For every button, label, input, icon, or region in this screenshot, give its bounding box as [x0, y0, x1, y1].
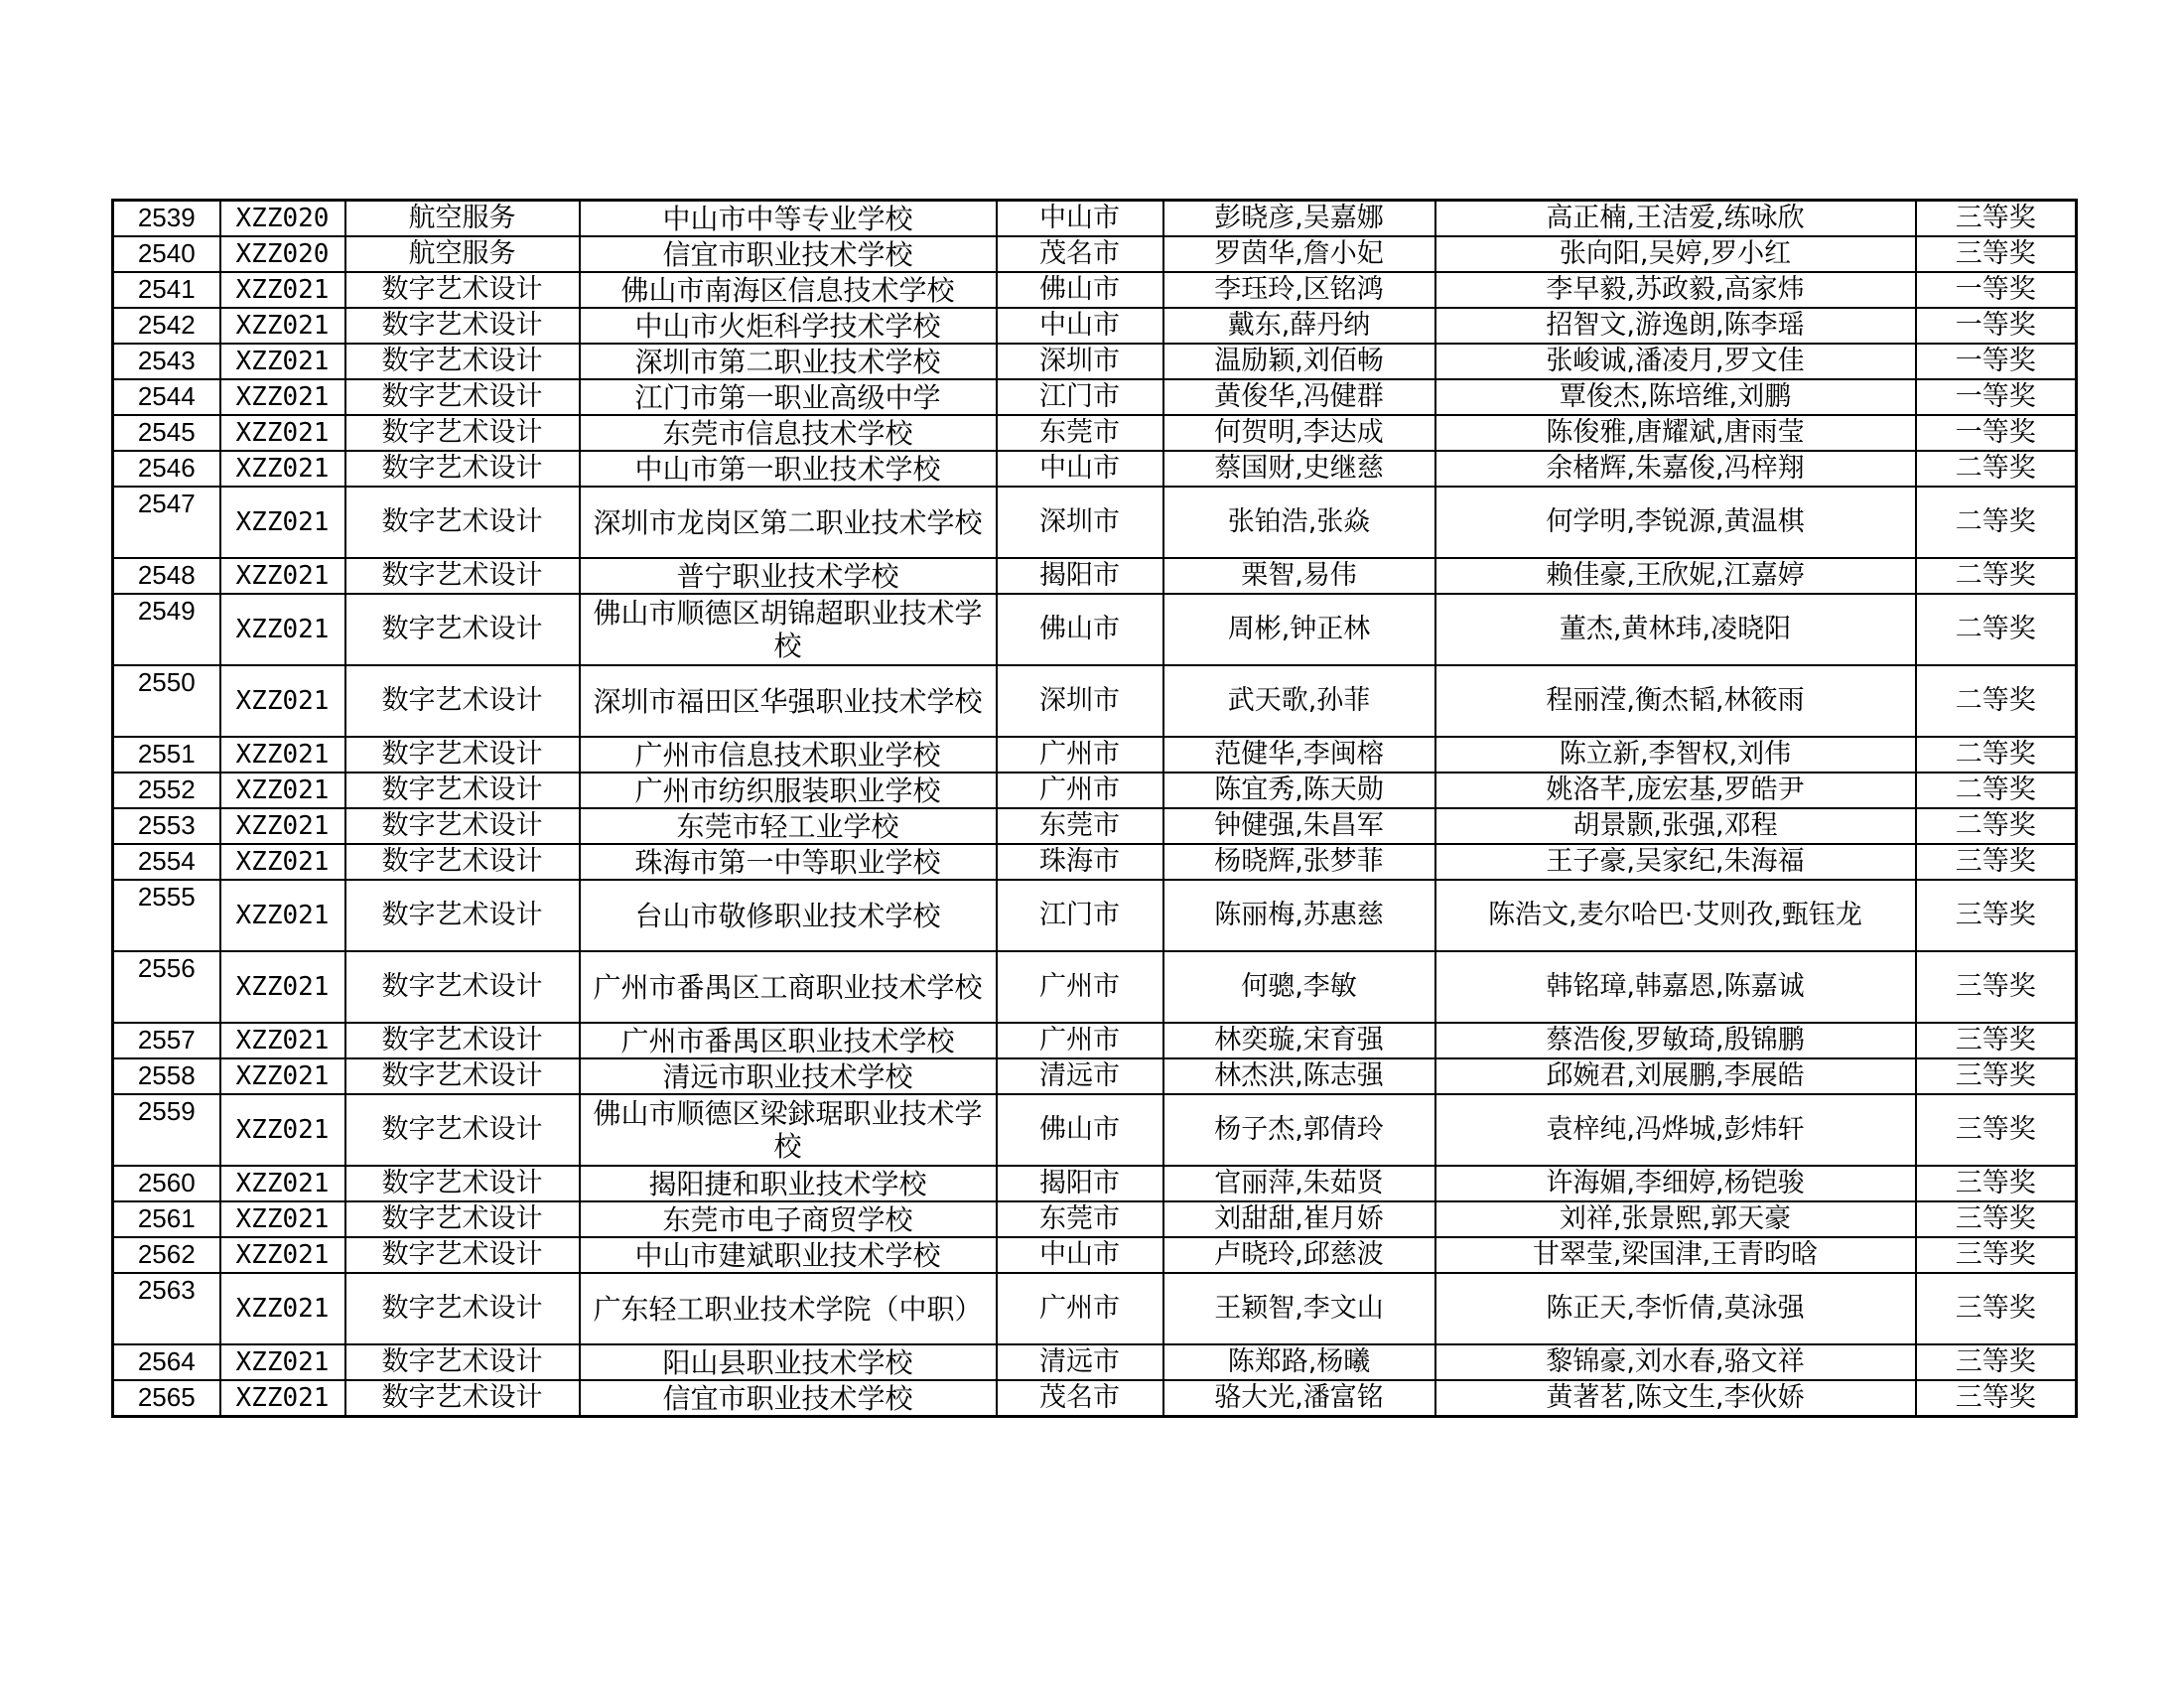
cell-school: 深圳市第二职业技术学校: [580, 344, 997, 379]
cell-school: 广州市纺织服装职业学校: [580, 773, 997, 808]
cell-award: 一等奖: [1916, 415, 2077, 451]
cell-teachers: 钟健强,朱昌军: [1163, 808, 1435, 844]
cell-teachers: 杨晓辉,张梦菲: [1163, 844, 1435, 880]
cell-number: 2551: [113, 737, 220, 773]
cell-number: 2545: [113, 415, 220, 451]
cell-school: 揭阳捷和职业技术学校: [580, 1166, 997, 1201]
cell-school: 珠海市第一中等职业学校: [580, 844, 997, 880]
cell-award: 二等奖: [1916, 808, 2077, 844]
cell-city: 东莞市: [997, 808, 1163, 844]
cell-teachers: 温励颖,刘佰畅: [1163, 344, 1435, 379]
cell-award: 二等奖: [1916, 594, 2077, 665]
cell-award: 三等奖: [1916, 1166, 2077, 1201]
cell-teachers: 卢晓玲,邱慈波: [1163, 1237, 1435, 1273]
cell-teachers: 张铂浩,张焱: [1163, 487, 1435, 558]
cell-city: 茂名市: [997, 236, 1163, 272]
cell-city: 清远市: [997, 1344, 1163, 1380]
cell-school: 深圳市龙岗区第二职业技术学校: [580, 487, 997, 558]
cell-city: 揭阳市: [997, 558, 1163, 594]
cell-award: 三等奖: [1916, 1237, 2077, 1273]
cell-school: 江门市第一职业高级中学: [580, 379, 997, 415]
cell-students: 袁梓纯,冯烨城,彭炜轩: [1435, 1094, 1916, 1166]
cell-award: 三等奖: [1916, 1058, 2077, 1094]
cell-event-code: XZZ021: [220, 451, 345, 487]
table-row: [113, 558, 2077, 594]
table-row: [113, 1273, 2077, 1344]
cell-event-code: XZZ021: [220, 951, 345, 1023]
table-row: [113, 844, 2077, 880]
cell-number: 2553: [113, 808, 220, 844]
cell-award: 一等奖: [1916, 272, 2077, 308]
cell-students: 高正楠,王洁爱,练咏欣: [1435, 201, 1916, 237]
cell-city: 珠海市: [997, 844, 1163, 880]
cell-event-code: XZZ021: [220, 808, 345, 844]
cell-city: 广州市: [997, 737, 1163, 773]
cell-number: 2547: [113, 487, 220, 558]
cell-city: 揭阳市: [997, 1166, 1163, 1201]
cell-school: 东莞市轻工业学校: [580, 808, 997, 844]
cell-number: 2557: [113, 1023, 220, 1058]
table-row: [113, 344, 2077, 379]
table-row: [113, 415, 2077, 451]
cell-event-name: 数字艺术设计: [345, 1058, 580, 1094]
cell-event-name: 数字艺术设计: [345, 1094, 580, 1166]
cell-number: 2562: [113, 1237, 220, 1273]
cell-school: 中山市第一职业技术学校: [580, 451, 997, 487]
cell-award: 二等奖: [1916, 451, 2077, 487]
cell-award: 三等奖: [1916, 844, 2077, 880]
cell-event-code: XZZ021: [220, 594, 345, 665]
cell-city: 中山市: [997, 451, 1163, 487]
table-row: [113, 272, 2077, 308]
cell-students: 邱婉君,刘展鹏,李展皓: [1435, 1058, 1916, 1094]
cell-city: 茂名市: [997, 1380, 1163, 1417]
cell-event-code: XZZ021: [220, 880, 345, 951]
cell-city: 中山市: [997, 201, 1163, 237]
cell-event-name: 数字艺术设计: [345, 1273, 580, 1344]
cell-teachers: 何贺明,李达成: [1163, 415, 1435, 451]
cell-city: 东莞市: [997, 415, 1163, 451]
cell-number: 2544: [113, 379, 220, 415]
table-row: [113, 451, 2077, 487]
table-row: [113, 1380, 2077, 1417]
cell-award: 二等奖: [1916, 773, 2077, 808]
cell-event-code: XZZ021: [220, 773, 345, 808]
cell-teachers: 陈丽梅,苏惠慈: [1163, 880, 1435, 951]
table-body: [113, 201, 2077, 1417]
cell-award: 三等奖: [1916, 1344, 2077, 1380]
cell-city: 广州市: [997, 951, 1163, 1023]
cell-event-name: 数字艺术设计: [345, 1237, 580, 1273]
cell-event-code: XZZ021: [220, 1023, 345, 1058]
cell-city: 深圳市: [997, 487, 1163, 558]
table-row: [113, 1166, 2077, 1201]
cell-event-name: 航空服务: [345, 201, 580, 237]
table-row: [113, 1344, 2077, 1380]
cell-event-name: 数字艺术设计: [345, 379, 580, 415]
cell-city: 广州市: [997, 773, 1163, 808]
cell-school: 中山市建斌职业技术学校: [580, 1237, 997, 1273]
cell-school: 佛山市顺德区梁銶琚职业技术学校: [580, 1094, 997, 1166]
cell-students: 何学明,李锐源,黄温棋: [1435, 487, 1916, 558]
table-row: [113, 880, 2077, 951]
cell-teachers: 刘甜甜,崔月娇: [1163, 1201, 1435, 1237]
cell-award: 三等奖: [1916, 1094, 2077, 1166]
cell-number: 2564: [113, 1344, 220, 1380]
cell-school: 佛山市南海区信息技术学校: [580, 272, 997, 308]
cell-event-name: 数字艺术设计: [345, 451, 580, 487]
cell-event-code: XZZ021: [220, 558, 345, 594]
cell-students: 覃俊杰,陈培维,刘鹏: [1435, 379, 1916, 415]
cell-school: 清远市职业技术学校: [580, 1058, 997, 1094]
cell-teachers: 李珏玲,区铭鸿: [1163, 272, 1435, 308]
cell-students: 黄著茗,陈文生,李伙娇: [1435, 1380, 1916, 1417]
cell-event-code: XZZ021: [220, 1166, 345, 1201]
cell-teachers: 罗茵华,詹小妃: [1163, 236, 1435, 272]
table-row: [113, 236, 2077, 272]
cell-event-name: 数字艺术设计: [345, 880, 580, 951]
cell-event-name: 数字艺术设计: [345, 1166, 580, 1201]
cell-city: 深圳市: [997, 344, 1163, 379]
cell-students: 陈立新,李智权,刘伟: [1435, 737, 1916, 773]
cell-number: 2555: [113, 880, 220, 951]
cell-number: 2549: [113, 594, 220, 665]
table-row: [113, 1201, 2077, 1237]
table-row: [113, 1023, 2077, 1058]
cell-event-name: 数字艺术设计: [345, 1023, 580, 1058]
cell-teachers: 陈郑路,杨曦: [1163, 1344, 1435, 1380]
table-row: [113, 665, 2077, 737]
table-row: [113, 1058, 2077, 1094]
cell-award: 三等奖: [1916, 1273, 2077, 1344]
table-row: [113, 594, 2077, 665]
cell-number: 2543: [113, 344, 220, 379]
cell-teachers: 周彬,钟正林: [1163, 594, 1435, 665]
cell-event-name: 数字艺术设计: [345, 773, 580, 808]
cell-award: 二等奖: [1916, 558, 2077, 594]
cell-school: 广州市番禺区工商职业技术学校: [580, 951, 997, 1023]
cell-award: 一等奖: [1916, 379, 2077, 415]
table-row: [113, 951, 2077, 1023]
cell-award: 三等奖: [1916, 1380, 2077, 1417]
cell-event-code: XZZ021: [220, 1273, 345, 1344]
cell-number: 2541: [113, 272, 220, 308]
cell-number: 2554: [113, 844, 220, 880]
cell-event-code: XZZ021: [220, 272, 345, 308]
cell-award: 二等奖: [1916, 737, 2077, 773]
table-row: [113, 487, 2077, 558]
cell-award: 一等奖: [1916, 308, 2077, 344]
cell-city: 中山市: [997, 1237, 1163, 1273]
cell-teachers: 林杰洪,陈志强: [1163, 1058, 1435, 1094]
cell-event-name: 数字艺术设计: [345, 665, 580, 737]
cell-award: 三等奖: [1916, 236, 2077, 272]
cell-school: 东莞市信息技术学校: [580, 415, 997, 451]
cell-event-code: XZZ021: [220, 1344, 345, 1380]
cell-school: 阳山县职业技术学校: [580, 1344, 997, 1380]
cell-event-code: XZZ021: [220, 487, 345, 558]
cell-number: 2561: [113, 1201, 220, 1237]
cell-teachers: 武天歌,孙菲: [1163, 665, 1435, 737]
cell-event-code: XZZ021: [220, 737, 345, 773]
cell-students: 陈正天,李忻倩,莫泳强: [1435, 1273, 1916, 1344]
cell-award: 三等奖: [1916, 951, 2077, 1023]
table-row: [113, 773, 2077, 808]
cell-event-code: XZZ021: [220, 1237, 345, 1273]
cell-students: 陈俊雅,唐耀斌,唐雨莹: [1435, 415, 1916, 451]
cell-school: 广东轻工职业技术学院（中职）: [580, 1273, 997, 1344]
cell-students: 甘翠莹,梁国津,王青昀晗: [1435, 1237, 1916, 1273]
cell-students: 张峻诚,潘凌月,罗文佳: [1435, 344, 1916, 379]
cell-school: 信宜市职业技术学校: [580, 236, 997, 272]
cell-event-name: 数字艺术设计: [345, 737, 580, 773]
cell-teachers: 黄俊华,冯健群: [1163, 379, 1435, 415]
cell-teachers: 范健华,李闽榕: [1163, 737, 1435, 773]
cell-number: 2546: [113, 451, 220, 487]
cell-event-name: 数字艺术设计: [345, 594, 580, 665]
cell-teachers: 杨子杰,郭倩玲: [1163, 1094, 1435, 1166]
table-row: [113, 308, 2077, 344]
cell-school: 广州市番禺区职业技术学校: [580, 1023, 997, 1058]
cell-award: 三等奖: [1916, 201, 2077, 237]
cell-city: 深圳市: [997, 665, 1163, 737]
cell-event-name: 数字艺术设计: [345, 1344, 580, 1380]
cell-school: 中山市火炬科学技术学校: [580, 308, 997, 344]
cell-event-code: XZZ021: [220, 344, 345, 379]
cell-city: 江门市: [997, 379, 1163, 415]
cell-event-name: 数字艺术设计: [345, 844, 580, 880]
cell-number: 2539: [113, 201, 220, 237]
cell-students: 胡景颢,张强,邓程: [1435, 808, 1916, 844]
cell-award: 三等奖: [1916, 1201, 2077, 1237]
cell-teachers: 王颖智,李文山: [1163, 1273, 1435, 1344]
cell-students: 余楮辉,朱嘉俊,冯梓翔: [1435, 451, 1916, 487]
cell-award: 三等奖: [1916, 880, 2077, 951]
cell-number: 2563: [113, 1273, 220, 1344]
cell-event-name: 数字艺术设计: [345, 344, 580, 379]
cell-teachers: 官丽萍,朱茹贤: [1163, 1166, 1435, 1201]
cell-students: 王子豪,吴家纪,朱海福: [1435, 844, 1916, 880]
cell-teachers: 陈宜秀,陈天勋: [1163, 773, 1435, 808]
cell-number: 2556: [113, 951, 220, 1023]
cell-number: 2540: [113, 236, 220, 272]
cell-event-name: 数字艺术设计: [345, 951, 580, 1023]
cell-award: 三等奖: [1916, 1023, 2077, 1058]
table-row: [113, 201, 2077, 237]
cell-event-code: XZZ021: [220, 1058, 345, 1094]
cell-teachers: 戴东,薛丹纳: [1163, 308, 1435, 344]
cell-event-code: XZZ020: [220, 236, 345, 272]
cell-students: 黎锦豪,刘水春,骆文祥: [1435, 1344, 1916, 1380]
cell-award: 一等奖: [1916, 344, 2077, 379]
cell-city: 佛山市: [997, 594, 1163, 665]
cell-teachers: 彭晓彦,吴嘉娜: [1163, 201, 1435, 237]
cell-students: 姚洛芊,庞宏基,罗皓尹: [1435, 773, 1916, 808]
cell-students: 李早毅,苏政毅,高家炜: [1435, 272, 1916, 308]
cell-school: 广州市信息技术职业学校: [580, 737, 997, 773]
cell-students: 蔡浩俊,罗敏琦,殷锦鹏: [1435, 1023, 1916, 1058]
cell-school: 普宁职业技术学校: [580, 558, 997, 594]
table-row: [113, 737, 2077, 773]
table-row: [113, 808, 2077, 844]
cell-award: 二等奖: [1916, 665, 2077, 737]
cell-event-name: 数字艺术设计: [345, 308, 580, 344]
cell-event-code: XZZ021: [220, 1380, 345, 1417]
award-results-table: [111, 199, 2078, 1418]
cell-teachers: 栗智,易伟: [1163, 558, 1435, 594]
cell-students: 刘祥,张景熙,郭天豪: [1435, 1201, 1916, 1237]
cell-school: 信宜市职业技术学校: [580, 1380, 997, 1417]
cell-number: 2550: [113, 665, 220, 737]
cell-event-name: 数字艺术设计: [345, 808, 580, 844]
cell-school: 东莞市电子商贸学校: [580, 1201, 997, 1237]
cell-number: 2542: [113, 308, 220, 344]
cell-event-code: XZZ021: [220, 844, 345, 880]
cell-city: 江门市: [997, 880, 1163, 951]
cell-city: 中山市: [997, 308, 1163, 344]
cell-event-name: 航空服务: [345, 236, 580, 272]
cell-number: 2552: [113, 773, 220, 808]
cell-event-name: 数字艺术设计: [345, 487, 580, 558]
cell-students: 韩铭璋,韩嘉恩,陈嘉诚: [1435, 951, 1916, 1023]
cell-number: 2560: [113, 1166, 220, 1201]
cell-school: 台山市敬修职业技术学校: [580, 880, 997, 951]
cell-students: 许海媚,李细婷,杨铠骏: [1435, 1166, 1916, 1201]
cell-event-code: XZZ021: [220, 665, 345, 737]
cell-teachers: 蔡国财,史继慈: [1163, 451, 1435, 487]
cell-number: 2565: [113, 1380, 220, 1417]
cell-city: 广州市: [997, 1023, 1163, 1058]
cell-event-code: XZZ021: [220, 1094, 345, 1166]
cell-number: 2548: [113, 558, 220, 594]
cell-number: 2559: [113, 1094, 220, 1166]
table-row: [113, 1237, 2077, 1273]
cell-students: 赖佳豪,王欣妮,江嘉婷: [1435, 558, 1916, 594]
cell-number: 2558: [113, 1058, 220, 1094]
cell-event-code: XZZ021: [220, 1201, 345, 1237]
cell-event-name: 数字艺术设计: [345, 1380, 580, 1417]
cell-event-name: 数字艺术设计: [345, 415, 580, 451]
cell-event-code: XZZ021: [220, 379, 345, 415]
cell-school: 中山市中等专业学校: [580, 201, 997, 237]
cell-students: 程丽滢,衡杰韬,林筱雨: [1435, 665, 1916, 737]
cell-teachers: 何骢,李敏: [1163, 951, 1435, 1023]
table-row: [113, 379, 2077, 415]
cell-teachers: 骆大光,潘富铭: [1163, 1380, 1435, 1417]
cell-city: 广州市: [997, 1273, 1163, 1344]
cell-students: 董杰,黄林玮,凌晓阳: [1435, 594, 1916, 665]
cell-city: 佛山市: [997, 272, 1163, 308]
cell-city: 清远市: [997, 1058, 1163, 1094]
cell-students: 张向阳,吴婷,罗小红: [1435, 236, 1916, 272]
cell-award: 二等奖: [1916, 487, 2077, 558]
cell-school: 深圳市福田区华强职业技术学校: [580, 665, 997, 737]
cell-event-name: 数字艺术设计: [345, 558, 580, 594]
cell-school: 佛山市顺德区胡锦超职业技术学校: [580, 594, 997, 665]
cell-event-name: 数字艺术设计: [345, 272, 580, 308]
cell-event-code: XZZ021: [220, 415, 345, 451]
cell-students: 陈浩文,麦尔哈巴·艾则孜,甄钰龙: [1435, 880, 1916, 951]
cell-students: 招智文,游逸朗,陈李瑶: [1435, 308, 1916, 344]
cell-city: 佛山市: [997, 1094, 1163, 1166]
cell-event-code: XZZ020: [220, 201, 345, 237]
cell-event-name: 数字艺术设计: [345, 1201, 580, 1237]
cell-teachers: 林奕璇,宋育强: [1163, 1023, 1435, 1058]
table-row: [113, 1094, 2077, 1166]
cell-city: 东莞市: [997, 1201, 1163, 1237]
cell-event-code: XZZ021: [220, 308, 345, 344]
